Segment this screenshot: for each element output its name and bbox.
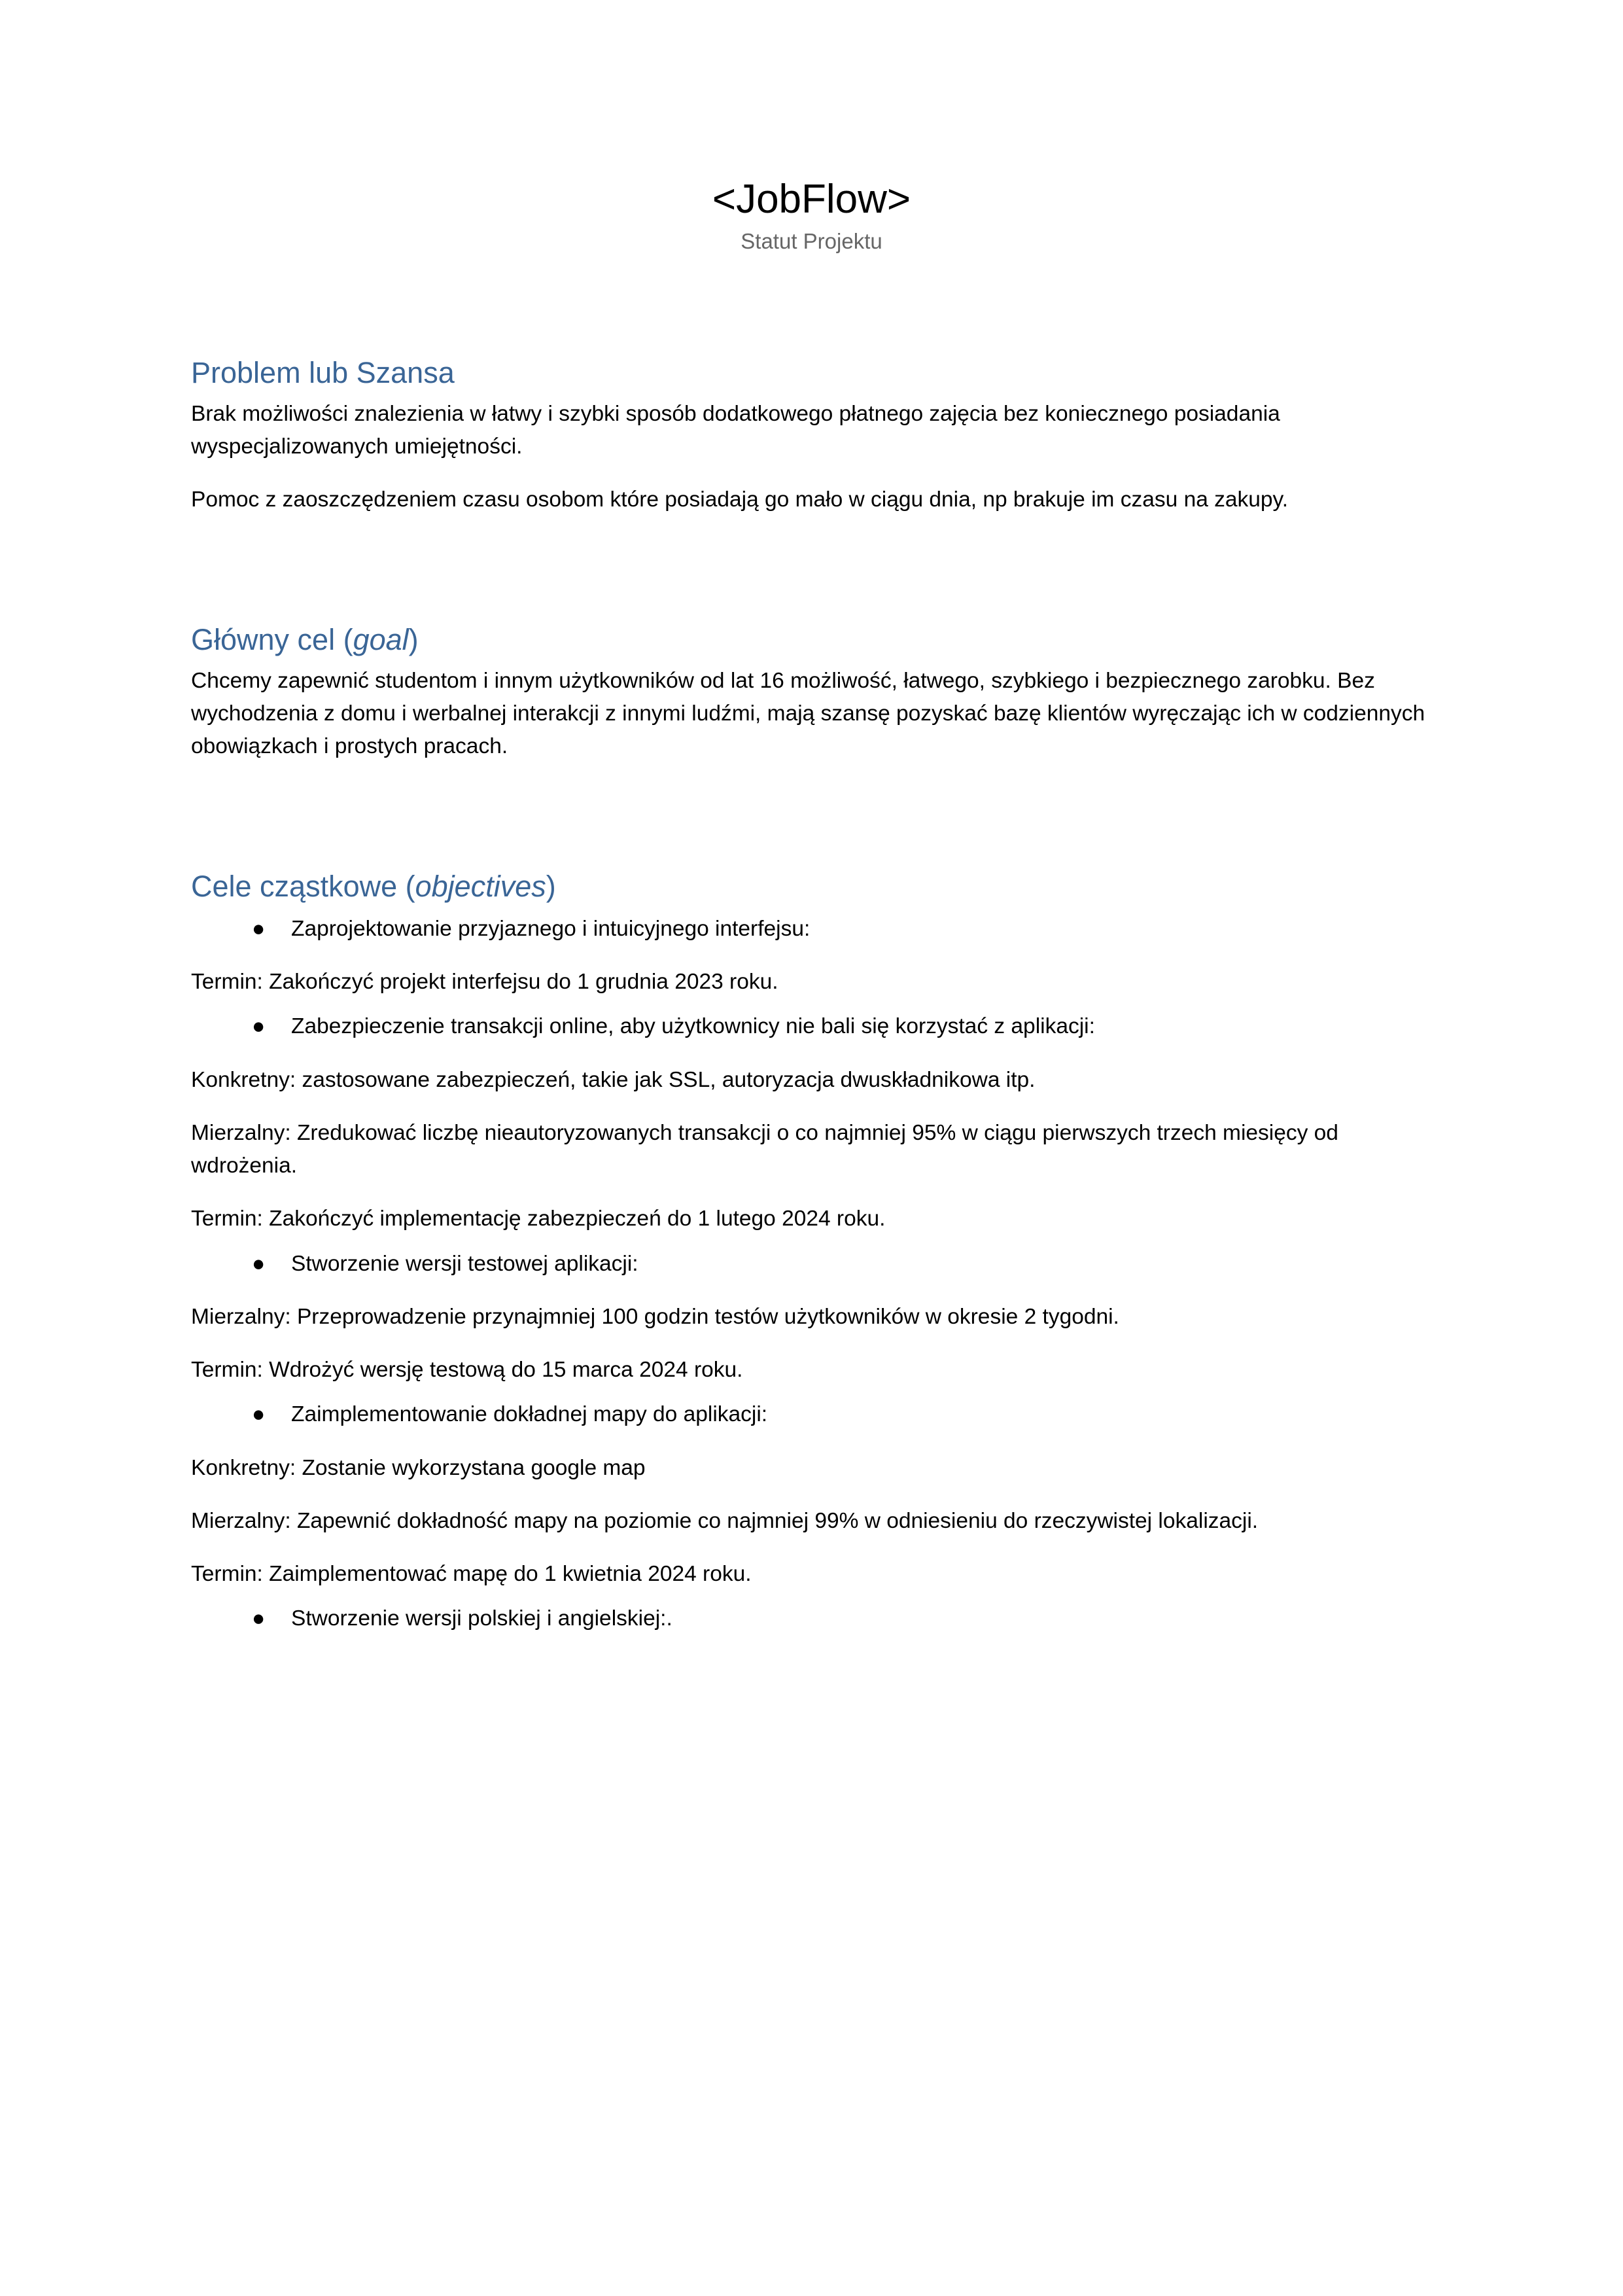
heading-problem-lub-szansa [191, 355, 1432, 391]
bullet-point-icon: ● [252, 1606, 266, 1631]
objective-detail: Mierzalny: Przeprowadzenie przynajmniej 100 godzin testów użytkowników w okresie 2 tygodni. [191, 1304, 1119, 1329]
paragraph-problem-1: Brak możliwości znalezienia w łatwy i szybki sposób dodatkowego płatnego zajęcia bez koniecznego posiadania wyspecjalizowanych umiejętności. [191, 401, 1280, 459]
heading-text-tail: ) [546, 869, 556, 903]
bullet-point-icon: ● [252, 1402, 266, 1427]
list-item [191, 1248, 1432, 1280]
objective-detail: Mierzalny: Zapewnić dokładność mapy na poziomie co najmniej 99% w odniesieniu do rzeczywistej lokalizacji. [191, 1508, 1259, 1533]
section-problem [191, 355, 1432, 517]
objective-detail: Mierzalny: Zredukować liczbę nieautoryzowanych transakcji o co najmniej 95% w ciągu pierwszych trzech miesięcy od wdrożenia. [191, 1120, 1338, 1178]
objective-title: Zaprojektowanie przyjaznego i intuicyjnego interfejsu: [291, 916, 811, 941]
paragraph-problem-2: Pomoc z zaoszczędzeniem czasu osobom które posiadają go mało w ciągu dnia, np brakuje im czasu na zakupy. [191, 487, 1289, 512]
objective-detail: Termin: Zaimplementować mapę do 1 kwietnia 2024 roku. [191, 1562, 752, 1587]
objective-detail: Konkretny: Zostanie wykorzystana google map [191, 1455, 646, 1480]
objective-title: Stworzenie wersji testowej aplikacji: [291, 1251, 638, 1276]
document-title: <JobFlow> [712, 177, 911, 222]
objective-detail: Termin: Wdrożyć wersję testową do 15 marca 2024 roku. [191, 1358, 743, 1383]
objective-title: Zabezpieczenie transakcji online, aby użytkownicy nie bali się korzystać z aplikacji: [291, 1014, 1095, 1039]
objective-detail: Termin: Zakończyć projekt interfejsu do 1 grudnia 2023 roku. [191, 970, 778, 995]
heading-cele-czastkowe [191, 868, 1432, 905]
bullet-point-icon: ● [252, 916, 266, 941]
objective-title: Stworzenie wersji polskiej i angielskiej:. [291, 1606, 672, 1631]
list-item [191, 1602, 1432, 1635]
heading-text-italic: goal [353, 622, 409, 656]
section-glowny-cel [191, 622, 1432, 764]
heading-text-main: Cele cząstkowe ( [191, 869, 415, 903]
list-item [191, 1398, 1432, 1431]
document-title-block [191, 0, 1432, 256]
heading-text-tail: ) [408, 622, 419, 656]
document-subtitle: Statut Projektu [741, 229, 882, 254]
objective-title: Zaimplementowanie dokładnej mapy do aplikacji: [291, 1402, 768, 1427]
heading-text-main: Problem lub Szansa [191, 355, 455, 389]
paragraph-glowny-cel-1: Chcemy zapewnić studentom i innym użytkowników od lat 16 możliwość, łatwego, szybkiego i bezpiecznego zarobku. Bez wychodzenia z domu i werbalnej interakcji z innymi ludźmi, mają szansę pozyskać bazę klientów wyręczając ich w codziennych obowiązkach i prostych pracach. [191, 668, 1425, 759]
list-item [191, 1010, 1432, 1043]
heading-text-main: Główny cel ( [191, 622, 353, 656]
section-cele-czastkowe [191, 868, 1432, 1636]
bullet-point-icon: ● [252, 1251, 266, 1276]
list-item [191, 913, 1432, 945]
objective-detail: Konkretny: zastosowane zabezpieczeń, takie jak SSL, autoryzacja dwuskładnikowa itp. [191, 1067, 1036, 1092]
heading-text-italic: objectives [415, 869, 546, 903]
objective-detail: Termin: Zakończyć implementację zabezpieczeń do 1 lutego 2024 roku. [191, 1207, 886, 1231]
bullet-point-icon: ● [252, 1014, 266, 1039]
heading-glowny-cel [191, 622, 1432, 658]
